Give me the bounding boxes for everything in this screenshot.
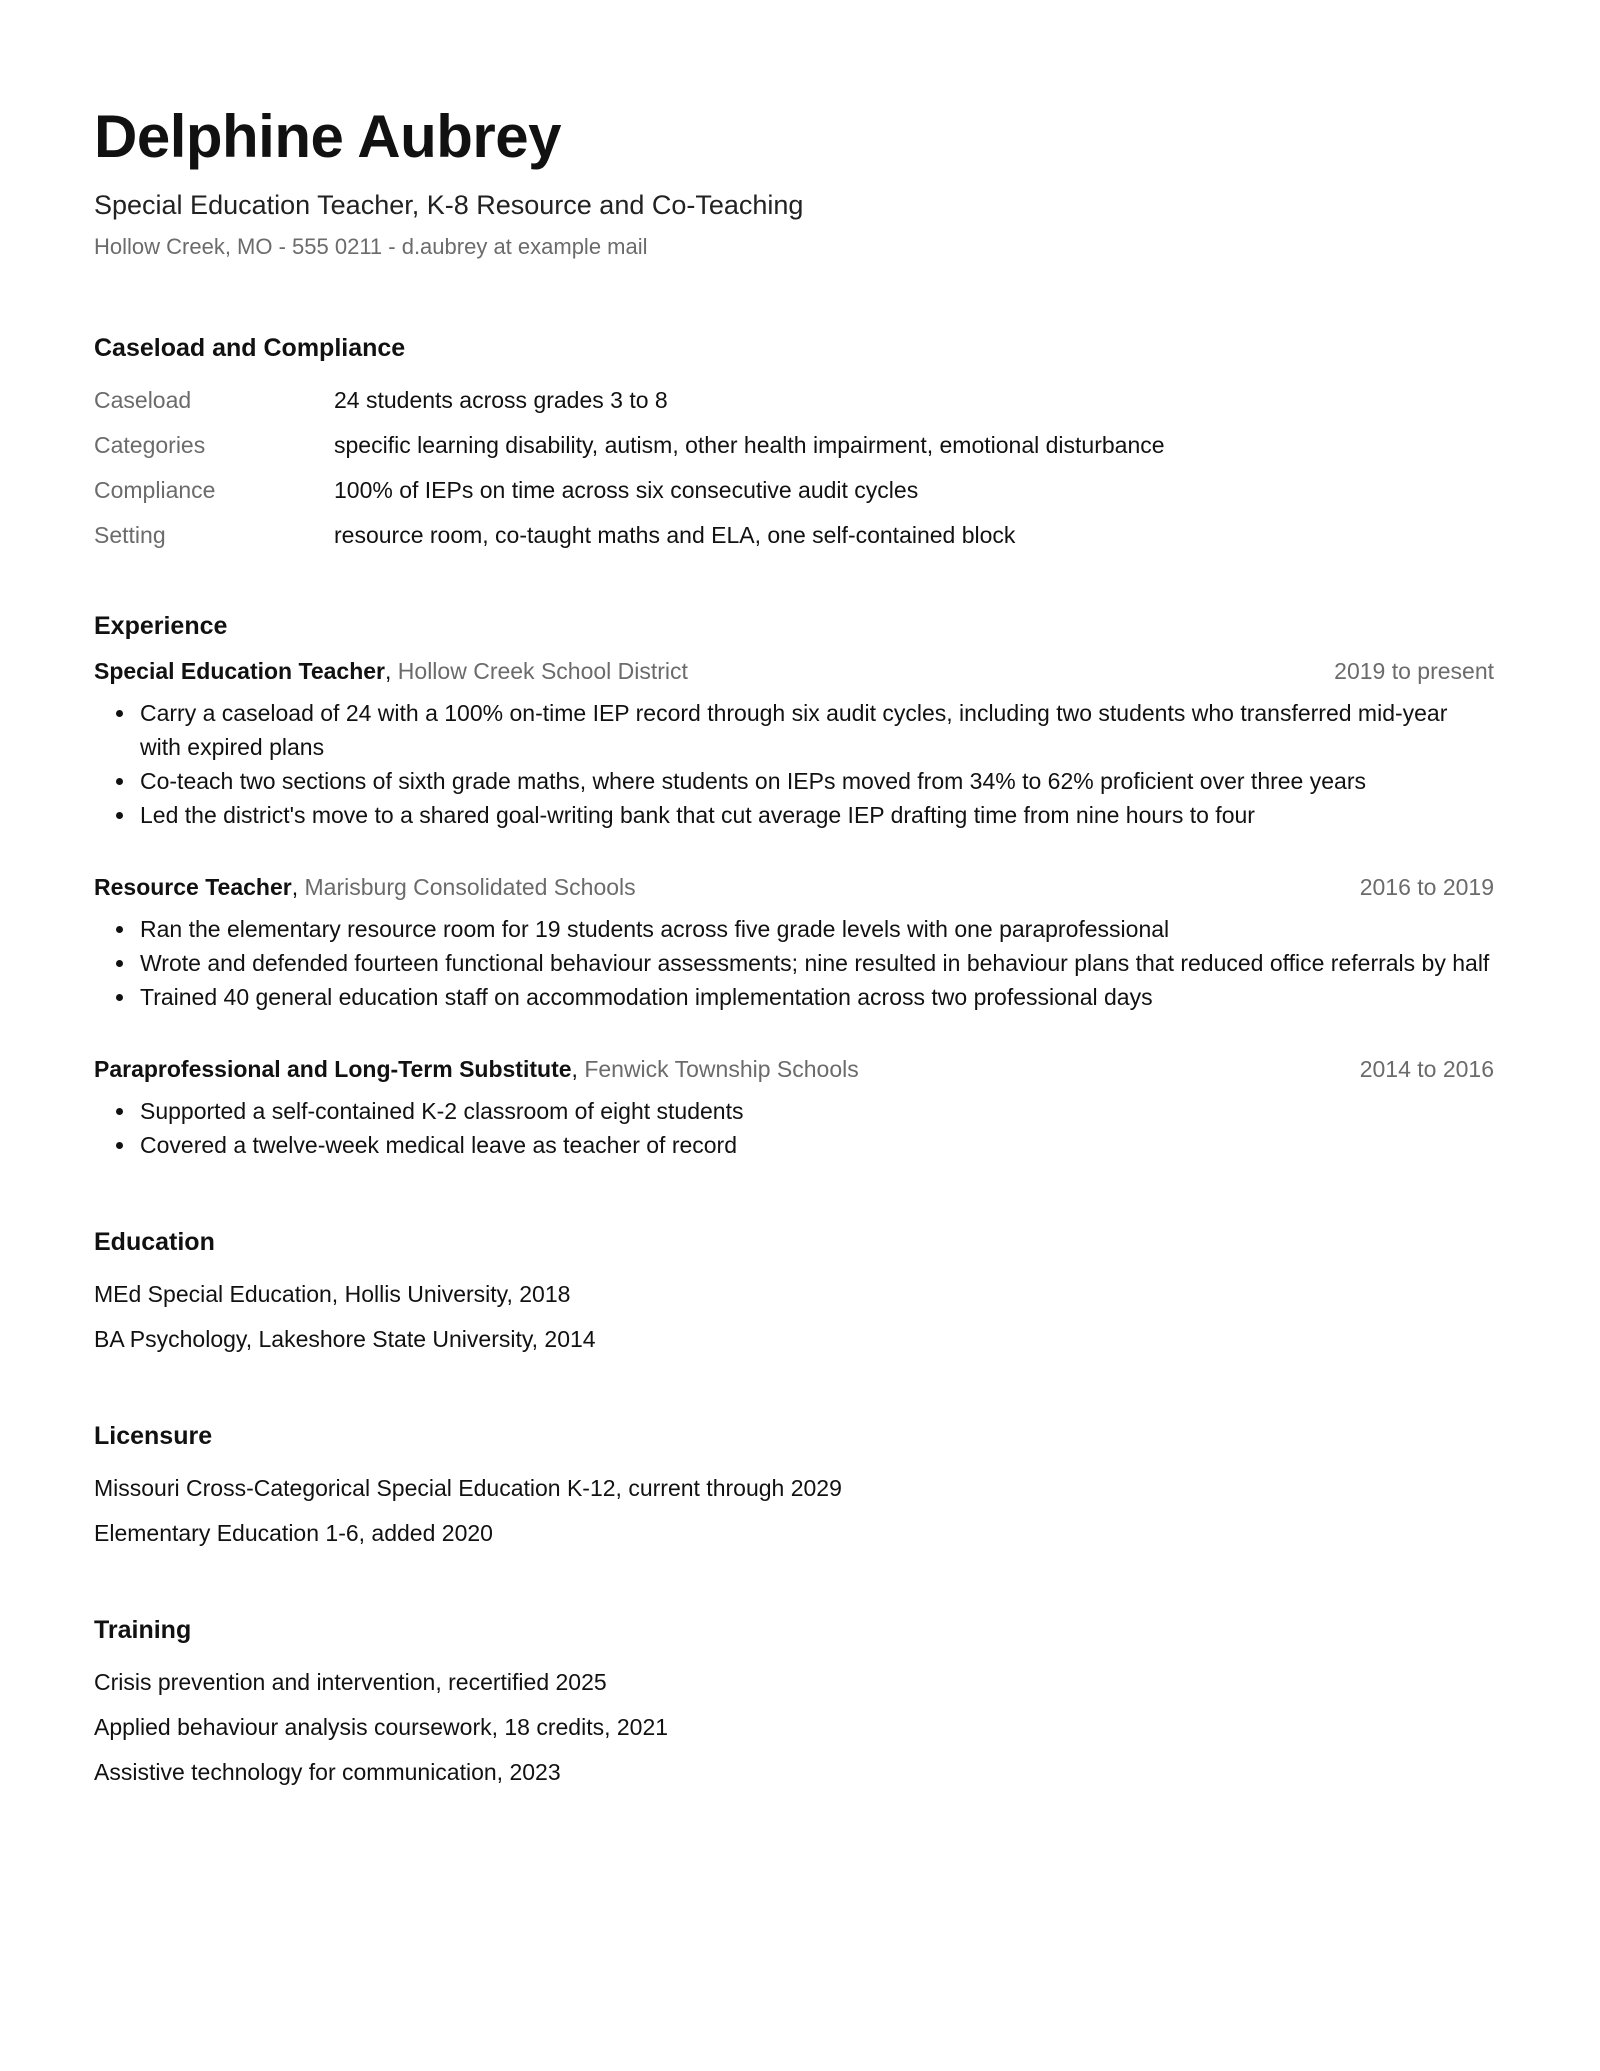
job-organization: Fenwick Township Schools	[584, 1056, 859, 1082]
caseload-section	[94, 332, 1494, 558]
job-organization: Hollow Creek School District	[397, 658, 688, 684]
kv-key: Caseload	[94, 387, 192, 413]
job-header	[94, 1052, 1494, 1086]
job-bullets	[94, 1094, 1494, 1162]
kv-row-caseload	[94, 378, 1494, 423]
kv-key: Compliance	[94, 477, 216, 503]
job-bullet: Ran the elementary resource room for 19 students across five grade levels with one paraprofessional	[140, 912, 1494, 946]
candidate-name: Delphine Aubrey	[94, 103, 562, 170]
section-title-education: Education	[94, 1228, 215, 1256]
licensure-item: Elementary Education 1-6, added 2020	[94, 1520, 493, 1546]
job-separator: ,	[385, 658, 398, 684]
training-item: Assistive technology for communication, 2023	[94, 1759, 561, 1785]
job-entry	[94, 870, 1494, 1014]
section-title-training: Training	[94, 1616, 192, 1644]
kv-key: Setting	[94, 522, 166, 548]
experience-section	[94, 610, 1494, 1162]
candidate-headline: Special Education Teacher, K-8 Resource and Co-Teaching	[94, 190, 804, 220]
job-bullet: Co-teach two sections of sixth grade maths, where students on IEPs moved from 34% to 62% proficient over three years	[140, 764, 1494, 798]
job-header	[94, 654, 1494, 688]
job-dates: 2016 to 2019	[1359, 874, 1494, 900]
kv-row-categories	[94, 423, 1494, 468]
education-section	[94, 1226, 1494, 1362]
section-title-licensure: Licensure	[94, 1422, 213, 1450]
job-bullet: Led the district's move to a shared goal-writing bank that cut average IEP drafting time from nine hours to four	[140, 798, 1494, 832]
job-header	[94, 870, 1494, 904]
job-bullets	[94, 912, 1494, 1014]
licensure-section	[94, 1420, 1494, 1556]
kv-value: specific learning disability, autism, other health impairment, emotional disturbance	[334, 432, 1165, 458]
kv-value: resource room, co-taught maths and ELA, one self-contained block	[334, 522, 1016, 548]
job-bullet: Supported a self-contained K-2 classroom of eight students	[140, 1094, 1494, 1128]
kv-row-compliance	[94, 468, 1494, 513]
job-bullet: Carry a caseload of 24 with a 100% on-time IEP record through six audit cycles, including two students who transferred mid-year with expired plans	[140, 696, 1494, 764]
job-separator: ,	[291, 874, 305, 900]
job-bullet: Covered a twelve-week medical leave as teacher of record	[140, 1128, 1494, 1162]
job-bullet: Trained 40 general education staff on accommodation implementation across two professional days	[140, 980, 1494, 1014]
training-section	[94, 1614, 1494, 1795]
kv-key: Categories	[94, 432, 206, 458]
education-item: BA Psychology, Lakeshore State University, 2014	[94, 1326, 596, 1352]
job-dates: 2019 to present	[1334, 658, 1494, 684]
job-bullets	[94, 696, 1494, 832]
training-item: Applied behaviour analysis coursework, 18 credits, 2021	[94, 1714, 669, 1740]
job-separator: ,	[571, 1056, 585, 1082]
contact-line: Hollow Creek, MO - 555 0211 - d.aubrey at example mail	[94, 234, 648, 259]
kv-row-setting	[94, 513, 1494, 558]
section-title-caseload: Caseload and Compliance	[94, 334, 406, 362]
licensure-item: Missouri Cross-Categorical Special Education K-12, current through 2029	[94, 1475, 842, 1501]
section-title-experience: Experience	[94, 612, 228, 640]
kv-value: 24 students across grades 3 to 8	[334, 387, 668, 413]
job-title: Paraprofessional and Long-Term Substitute	[94, 1056, 572, 1082]
job-dates: 2014 to 2016	[1359, 1056, 1494, 1082]
job-organization: Marisburg Consolidated Schools	[304, 874, 636, 900]
job-bullet: Wrote and defended fourteen functional behaviour assessments; nine resulted in behaviour plans that reduced office referrals by half	[140, 946, 1494, 980]
education-item: MEd Special Education, Hollis University, 2018	[94, 1281, 571, 1307]
kv-value: 100% of IEPs on time across six consecutive audit cycles	[334, 477, 919, 503]
training-item: Crisis prevention and intervention, recertified 2025	[94, 1669, 607, 1695]
job-entry	[94, 654, 1494, 832]
job-title: Special Education Teacher	[94, 658, 386, 684]
job-title: Resource Teacher	[94, 874, 292, 900]
job-entry	[94, 1052, 1494, 1162]
